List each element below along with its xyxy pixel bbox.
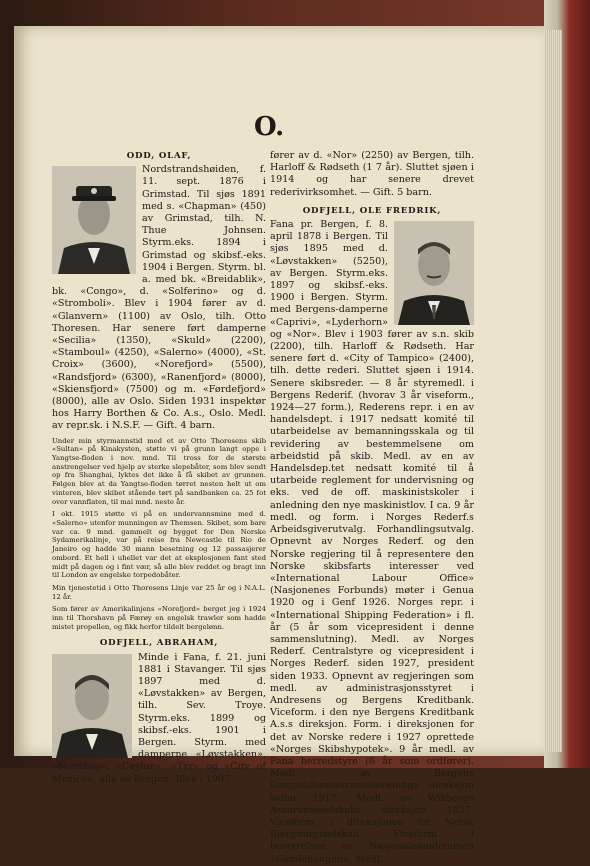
entry-text-odd-olaf: Nordstrandshøiden, f. 11. sept. 1876 i Grimstad. Til sjøs 1891 med s. «Chapman» (450) av Grimstad, tilh. N. Thue Johnsen. Styrm.eks. 1894 i Grimstad og skibsf.-eks. 1904 i Bergen. Styrm. bl. a. med bk. «Breidablik», bk. «Congo», d. «Solferino» og d. «Stromboli». Blev i 1904 fører av d. «Glanvern» (1100) av Oslo, tilh. Otto Thoresen. Har senere ført damperne «Secilia» (1350), «Skuld» (2200), «Stamboul» (4250), «Salerno» (4000), «St. Croix» (3600), «Norefjord» (5500), «Randsfjord» (6300), «Ranenfjord» (8000), «Skiensfjord» (7500) og m. «Førdefjord» (8000), alle av Oslo. Siden 1931 inspektør hos Harry Borthen & Co. A.s., Oslo. Medl. av repr.sk. i N.S.F. — Gift. 4 barn. xyxy=(52,164,266,432)
entry-text-odfjell-ole-fredrik: Fana pr. Bergen, f. 8. april 1878 i Bergen. Til sjøs 1895 med d. «Løvstakken» (5250), av Bergen. Styrm.eks. 1897 og skibsf.-eks. 1900 i Bergen. Styrm. med Bergens-damperne «Caprivi», «Lyderhorn» og «Nor». Blev i 1903 fører av s.n. skib (2200), tilh. Harloff & Rødseth. Har senere ført d. «City of Tampico» (2400), tilh. dette rederi. Sluttet sjøen i 1914. Senere skibsreder. — 8 år styremedl. i Bergens Rederif. (hvorav 3 år viseform., 1924—27 form.), Rederens repr. i en av handelsdept. i 1917 nedsatt komité til utarbeidelse av bemanningsskala og til revidering av bestemmelsene om arbeidstid på skib. Medl. av en av Handelsdep.tet nedsatt komité til å utarbeide reglement for undervisning og eks. ved de off. maskinistskoler i anledning den nye maskinistlov. I ca. 9 år medl. og form. i Norges Rederf.s Arbeidsgiverutvalg. Forhandlingsutvalg. Opnevnt av Norges Rederf. og den Norske regjering til å representere den Norske skibsfarts interesser ved «International Labour Office» (Nasjonenes Forbunds) møter i Genua 1920 og i Genf 1926. Norges repr. i «International Shipping Federation» i fl. år (5 år som vicepresident i denne sammenslutning). Medl. av Norges Rederf. Centralstyre og vicepresident i Norges Rederf. siden 1927, president siden 1933. Opnevnt av regjeringen som medl. av administrasjonsstyret i Andresens og Bergens Kreditbank. Viceform. i den nye Bergens Kreditbank A.s.s direksjon. Form. i direksjonen for det av Norske redere i 1927 oprettede «Norges Skibshypotek». 9 år medl. av Fana herredstyre (6 år som ordfører). Medl. av Bergens Dampskibsassuranseforenings direksjon siden 1917. Medl. av Wikborgs Assuranseselskabs direksjon 1927. Viceform. i direksjonen for Norsk Bjergningsselskab. Viceform. i bestyrelsen av Nasjonaleiendommen «Gamlehaugen». Medl. xyxy=(270,219,474,865)
entry-note: Min tjenestetid i Otto Thoresens Linje var 25 år og i N.A.L. 12 år. xyxy=(52,583,266,601)
entry-heading-odfjell-ole-fredrik: ODFJELL, OLE FREDRIK, xyxy=(302,205,442,216)
portrait-photo-odfjell-abraham xyxy=(52,654,132,758)
entry-text-odfjell-abraham: Minde i Fana, f. 21. juni 1881 i Stavanger. Til sjøs 1897 med d. «Løvstakken» av Bergen, tilh. Sev. Troye. Styrm.eks. 1899 og skibsf.-eks. 1901 i Bergen. Styrm. med damperne «Løvstakken», «Nordkap», «Ceylon», «Tyr» og «City of Mexico», alle av Bergen. Blev i 1907 xyxy=(52,651,266,785)
entry-heading-odfjell-abraham: ODFJELL, ABRAHAM, xyxy=(99,638,219,649)
entry-note: I okt. 1915 støtte vi på en undervannsmine med d. «Salerno» utenfor munningen av Themsen. Skibet, som bare var ca. 9 mnd. gammelt og bygget for Den Norske Sydamerikalinje, var på reise fra Newcastle til Rio de Janeiro og hadde 30 mann besetning og 12 passasjerer ombord. Et hell i uhellet var det at eksplosjonen fant sted midt på dagen og i fint vær, så alle blev reddet og bragt inn til London av engelske torpedobåter. xyxy=(52,510,266,580)
column-left xyxy=(52,150,266,786)
entry-continuation-odfjell-abraham: fører av d. «Nor» (2250) av Bergen, tilh. Harloff & Rødseth (1 7 år). Sluttet sjøen i 1914 og har senere drevet rederivirksomhet. — Gift. 5 barn. xyxy=(270,150,474,198)
column-right xyxy=(270,150,474,866)
entry-heading-odd-olaf: ODD, OLAF, xyxy=(126,151,192,161)
entry-note: Som fører av Amerikalinjens «Norefjord» berget jeg i 1924 inn til Thorshavn på Færøy en engelsk trawler som hadde mistet propellen, og fikk herfor tildelt bergelønn. xyxy=(52,605,266,631)
entry-note: Under min styrmannstid med et av Otto Thoresens skib «Sultan» på Kinakysten, støtte vi på grunn langt oppe i Yangtse-floden i nov. mnd. Til tross for de største anstrengelser ved hjelp av sterke slepebåter, som blev sendt op fra Shanghai, lyktes det ikke å få skibet av grunnen. Følgen blev at da Yangtse-floden tørret nesten helt ut om vinteren, blev skibet stående tørt på sandbanken ca. 25 fot over vannflaten, til mai mnd. neste år. xyxy=(52,436,266,506)
section-letter: O. xyxy=(254,112,285,142)
portrait-photo-odd-olaf xyxy=(52,166,136,274)
portrait-photo-odfjell-ole-fredrik xyxy=(394,221,474,325)
